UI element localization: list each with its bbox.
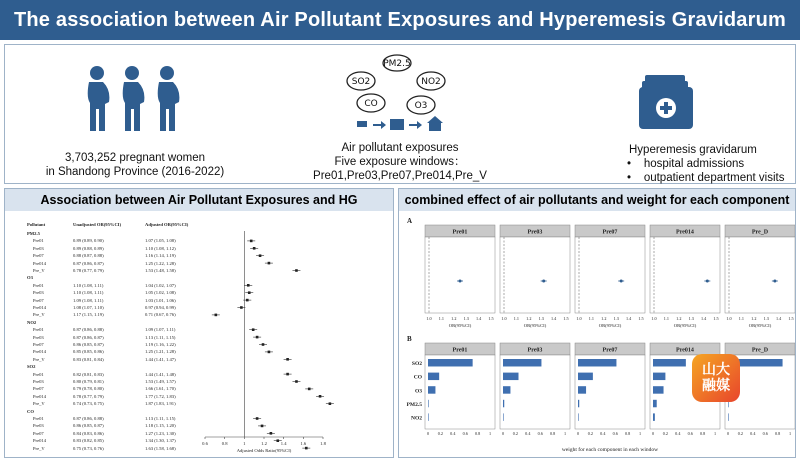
or-point bbox=[253, 247, 256, 250]
x-tick-label: 0.2 bbox=[437, 431, 444, 436]
facet-title: Pre014 bbox=[676, 229, 694, 236]
exposure-text bbox=[275, 141, 525, 183]
x-axis-label: OR(95%CI) bbox=[748, 323, 772, 328]
or-point bbox=[295, 380, 298, 383]
row-window: Pre_V bbox=[33, 268, 45, 273]
row-adjusted: 1.10 (1.08, 1.12) bbox=[145, 245, 176, 251]
panel-a-label: A bbox=[407, 217, 413, 225]
col-header-adjusted: Adjusted OR(95%CI) bbox=[145, 222, 189, 227]
x-tick-label: 1.3 bbox=[538, 316, 544, 321]
x-tick-label: 1.2 bbox=[601, 316, 607, 321]
weight-bar bbox=[578, 373, 593, 380]
facet-title: Pre07 bbox=[602, 347, 618, 354]
y-tick-label: SO2 bbox=[411, 361, 422, 368]
row-adjusted: 1.25 (1.21, 1.28) bbox=[145, 349, 176, 355]
row-unadjusted: 0.83 (0.81, 0.84) bbox=[73, 356, 104, 362]
x-tick-label: 0.6 bbox=[202, 441, 208, 446]
or-point bbox=[329, 402, 332, 405]
x-tick-label: 1.1 bbox=[588, 316, 595, 321]
row-unadjusted: 1.10 (1.08, 1.11) bbox=[73, 282, 104, 288]
x-tick-label: 1.5 bbox=[638, 316, 644, 321]
x-tick-label: 0.2 bbox=[512, 431, 519, 436]
y-tick-label: O3 bbox=[414, 388, 422, 395]
col-header-unadjusted: Unadjusted OR(95%CI) bbox=[73, 222, 122, 227]
weight-bar bbox=[578, 400, 579, 407]
x-axis-label: OR(95%CI) bbox=[448, 323, 472, 328]
x-tick-label: 0.6 bbox=[612, 431, 618, 436]
or-point bbox=[286, 358, 289, 361]
row-unadjusted: 0.88 (0.87, 0.88) bbox=[73, 253, 104, 259]
row-adjusted: 1.44 (1.41, 1.48) bbox=[145, 371, 176, 377]
outcome-text bbox=[625, 143, 795, 185]
x-tick-label: 1.3 bbox=[463, 316, 469, 321]
x-tick-label: 1 bbox=[563, 431, 567, 436]
exposure-windows-list: Pre01,Pre03,Pre07,Pre014,Pre_V bbox=[313, 170, 487, 182]
exposure-column bbox=[275, 45, 525, 185]
facet-title: Pre01 bbox=[452, 229, 468, 236]
row-adjusted: 1.44 (1.41, 1.47) bbox=[145, 356, 176, 362]
x-tick-label: 1.0 bbox=[501, 316, 507, 321]
satellite-icon bbox=[357, 121, 367, 127]
pollutant-pm25: PM2.5 bbox=[383, 59, 411, 69]
x-tick-label: 0 bbox=[651, 431, 655, 436]
weight-bar bbox=[428, 386, 435, 393]
row-unadjusted: 0.87 (0.86, 0.88) bbox=[73, 416, 104, 421]
facet-panel bbox=[650, 237, 720, 313]
row-adjusted: 1.53 (1.48, 1.58) bbox=[145, 268, 176, 273]
row-window: Pre01 bbox=[33, 238, 44, 244]
group-label: CO bbox=[27, 408, 34, 414]
row-window: Pre014 bbox=[33, 260, 47, 266]
row-window: Pre01 bbox=[33, 371, 44, 377]
x-tick-label: 0.4 bbox=[675, 431, 681, 436]
row-adjusted: 0.71 (0.67, 0.76) bbox=[145, 312, 176, 318]
x-tick-label: 0.4 bbox=[450, 431, 456, 436]
row-unadjusted: 0.85 (0.85, 0.86) bbox=[73, 349, 104, 355]
row-unadjusted: 0.82 (0.81, 0.83) bbox=[73, 371, 104, 377]
row-adjusted: 1.63 (1.58, 1.68) bbox=[145, 445, 176, 451]
or-point bbox=[308, 388, 311, 391]
weight-bar bbox=[428, 373, 439, 380]
x-tick-label: 0.6 bbox=[762, 431, 768, 436]
or-point bbox=[247, 284, 250, 287]
pollutant-co: CO bbox=[364, 99, 378, 109]
row-window: Pre014 bbox=[33, 393, 47, 399]
x-tick-label: 1.3 bbox=[613, 316, 619, 321]
row-unadjusted: 1.08 (1.07, 1.10) bbox=[73, 305, 104, 310]
row-window: Pre03 bbox=[33, 245, 44, 251]
pollutant-clouds-icon bbox=[335, 51, 465, 133]
or-point bbox=[259, 254, 262, 257]
facet-panel bbox=[725, 237, 795, 313]
facet-panel bbox=[425, 237, 495, 313]
weight-bar bbox=[578, 359, 616, 366]
x-tick-label: 1.3 bbox=[688, 316, 694, 321]
panel-b-label: B bbox=[407, 335, 412, 343]
weight-bar bbox=[503, 386, 510, 393]
weight-bar bbox=[503, 373, 519, 380]
row-window: Pre01 bbox=[33, 416, 44, 421]
x-tick-label: 1.0 bbox=[726, 316, 732, 321]
x-tick-label: 1.2 bbox=[751, 316, 757, 321]
weight-bar bbox=[428, 413, 429, 420]
row-adjusted: 1.27 (1.23, 1.30) bbox=[145, 430, 176, 436]
x-tick-label: 1.8 bbox=[320, 441, 326, 446]
row-window: Pre01 bbox=[33, 282, 44, 288]
x-tick-label: 0.8 bbox=[774, 431, 781, 436]
combined-effect-panel bbox=[398, 188, 796, 458]
weight-bar bbox=[653, 400, 657, 407]
study-overview-panel bbox=[4, 44, 796, 184]
row-window: Pre_V bbox=[33, 401, 45, 407]
x-tick-label: 1 bbox=[243, 441, 246, 446]
weight-bar bbox=[653, 359, 686, 366]
pregnant-women-icon bbox=[77, 63, 187, 133]
col-header-pollutant: Pollutant bbox=[27, 222, 46, 227]
facet-panel bbox=[500, 237, 570, 313]
x-tick-label: 0.8 bbox=[474, 431, 481, 436]
weight-bar bbox=[503, 413, 504, 420]
or-point bbox=[248, 291, 251, 294]
population-text bbox=[5, 151, 265, 179]
row-adjusted: 1.18 (1.15, 1.20) bbox=[145, 423, 176, 429]
or-point bbox=[270, 432, 273, 435]
x-tick-label: 1.2 bbox=[261, 441, 267, 446]
forest-table bbox=[5, 211, 393, 457]
x-tick-label: 1.5 bbox=[788, 316, 794, 321]
or-point bbox=[268, 262, 271, 265]
row-adjusted: 1.25 (1.22, 1.28) bbox=[145, 260, 176, 266]
facet-title: Pre07 bbox=[602, 229, 618, 236]
x-tick-label: 1 bbox=[713, 431, 717, 436]
x-tick-label: 0.4 bbox=[525, 431, 531, 436]
or-point bbox=[261, 425, 264, 428]
x-axis-label: OR(95%CI) bbox=[523, 323, 547, 328]
row-unadjusted: 0.87 (0.86, 0.88) bbox=[73, 327, 104, 333]
population-region: in Shandong Province (2016-2022) bbox=[45, 166, 225, 178]
or-point bbox=[262, 343, 265, 346]
row-unadjusted: 0.89 (0.88, 0.89) bbox=[73, 245, 104, 251]
pollutant-so2: SO2 bbox=[351, 77, 371, 87]
or-point bbox=[773, 280, 776, 283]
x-tick-label: 0.8 bbox=[699, 431, 706, 436]
x-tick-label: 1 bbox=[638, 431, 642, 436]
row-unadjusted: 0.83 (0.82, 0.85) bbox=[73, 438, 104, 444]
row-window: Pre01 bbox=[33, 327, 44, 333]
or-point bbox=[252, 328, 255, 331]
facet-title: Pre03 bbox=[527, 347, 543, 354]
x-tick-label: 1 bbox=[788, 431, 792, 436]
or-point bbox=[620, 280, 623, 283]
watermark-line: 融媒 bbox=[702, 378, 730, 394]
or-point bbox=[286, 373, 289, 376]
row-window: Pre014 bbox=[33, 349, 47, 355]
row-adjusted: 1.53 (1.49, 1.57) bbox=[145, 379, 176, 384]
facet-title: Pre03 bbox=[527, 229, 543, 236]
watermark-logo bbox=[692, 354, 740, 402]
x-tick-label: 1.4 bbox=[625, 316, 632, 321]
x-tick-label: 1.0 bbox=[576, 316, 582, 321]
facet-title: Pre_D bbox=[751, 347, 769, 354]
or-point bbox=[276, 439, 279, 442]
row-window: Pre_V bbox=[33, 445, 45, 451]
row-adjusted: 1.05 (1.02, 1.08) bbox=[145, 290, 176, 296]
x-tick-label: 1 bbox=[488, 431, 492, 436]
row-unadjusted: 0.87 (0.86, 0.87) bbox=[73, 260, 104, 266]
map-icon bbox=[390, 119, 404, 130]
row-unadjusted: 0.78 (0.77, 0.79) bbox=[73, 268, 104, 273]
x-tick-label: 1.4 bbox=[280, 441, 287, 446]
page-title: The association between Air Pollutant Exposures and Hyperemesis Gravidarum bbox=[0, 0, 800, 40]
or-point bbox=[250, 240, 253, 243]
row-adjusted: 1.13 (1.11, 1.15) bbox=[145, 334, 176, 340]
x-axis-label: Adjusted Odds Ratio(95%CI) bbox=[236, 448, 292, 453]
arrow-icon bbox=[373, 121, 386, 129]
x-tick-label: 1.0 bbox=[426, 316, 432, 321]
row-window: Pre_V bbox=[33, 356, 45, 362]
row-adjusted: 0.97 (0.94, 0.99) bbox=[145, 305, 176, 310]
x-tick-label: 0 bbox=[426, 431, 430, 436]
row-unadjusted: 0.87 (0.86, 0.87) bbox=[73, 334, 104, 340]
row-adjusted: 1.77 (1.72, 1.83) bbox=[145, 393, 176, 399]
x-tick-label: 1.2 bbox=[526, 316, 532, 321]
x-tick-label: 1.1 bbox=[438, 316, 445, 321]
medical-folder-icon bbox=[639, 71, 699, 133]
row-adjusted: 1.03 (1.01, 1.06) bbox=[145, 297, 176, 303]
x-tick-label: 1.4 bbox=[475, 316, 482, 321]
weight-bar bbox=[653, 386, 664, 393]
association-panel-title: Association between Air Pollutant Exposures and HG bbox=[5, 189, 393, 211]
group-label: NO2 bbox=[27, 319, 37, 325]
or-point bbox=[268, 351, 271, 354]
watermark-line: 山大 bbox=[702, 362, 730, 378]
x-tick-label: 1.6 bbox=[300, 441, 307, 446]
row-window: Pre03 bbox=[33, 334, 44, 340]
row-window: Pre07 bbox=[33, 342, 44, 347]
row-adjusted: 1.87 (1.83, 1.91) bbox=[145, 401, 176, 407]
row-unadjusted: 0.80 (0.79, 0.81) bbox=[73, 379, 104, 384]
row-unadjusted: 0.84 (0.83, 0.86) bbox=[73, 430, 104, 436]
outcome-title: Hyperemesis gravidarum bbox=[629, 144, 757, 156]
pollutant-no2: NO2 bbox=[421, 77, 441, 87]
x-tick-label: 0 bbox=[726, 431, 730, 436]
row-window: Pre07 bbox=[33, 386, 44, 392]
row-window: Pre07 bbox=[33, 297, 44, 303]
or-point bbox=[319, 395, 322, 398]
x-tick-label: 0.8 bbox=[549, 431, 556, 436]
weight-bar bbox=[428, 400, 429, 407]
group-label: SO2 bbox=[27, 364, 36, 370]
x-tick-label: 1.2 bbox=[676, 316, 682, 321]
weight-bar bbox=[728, 413, 729, 420]
association-panel bbox=[4, 188, 394, 458]
x-tick-label: 0.6 bbox=[687, 431, 693, 436]
x-tick-label: 1.1 bbox=[738, 316, 745, 321]
x-tick-label: 1.5 bbox=[563, 316, 569, 321]
or-point bbox=[256, 336, 259, 339]
x-tick-label: 0 bbox=[501, 431, 505, 436]
population-column bbox=[5, 45, 265, 185]
row-adjusted: 1.66 (1.61, 1.70) bbox=[145, 386, 176, 392]
x-axis-label: OR(95%CI) bbox=[598, 323, 622, 328]
x-tick-label: 0.2 bbox=[662, 431, 669, 436]
x-tick-label: 0 bbox=[576, 431, 580, 436]
or-point bbox=[246, 299, 249, 302]
facet-title: Pre014 bbox=[676, 347, 694, 354]
weight-bar bbox=[653, 413, 655, 420]
weight-bar bbox=[578, 386, 586, 393]
or-point bbox=[240, 306, 243, 309]
x-tick-label: 0.6 bbox=[462, 431, 468, 436]
x-tick-label: 1.0 bbox=[651, 316, 657, 321]
weight-bar bbox=[653, 373, 665, 380]
outcome-item: • outpatient department visits bbox=[627, 172, 785, 184]
x-tick-label: 1.1 bbox=[663, 316, 670, 321]
or-point bbox=[295, 269, 298, 272]
row-unadjusted: 1.10 (1.08, 1.11) bbox=[73, 290, 104, 296]
x-tick-label: 0.8 bbox=[221, 441, 228, 446]
or-point bbox=[706, 280, 709, 283]
x-axis-label: OR(95%CI) bbox=[673, 323, 697, 328]
row-window: Pre03 bbox=[33, 379, 44, 384]
row-unadjusted: 0.78 (0.77, 0.79) bbox=[73, 393, 104, 399]
x-tick-label: 1.4 bbox=[550, 316, 557, 321]
x-tick-label: 1.4 bbox=[775, 316, 782, 321]
row-unadjusted: 0.79 (0.78, 0.80) bbox=[73, 386, 104, 392]
row-window: Pre014 bbox=[33, 438, 47, 444]
y-tick-label: NO2 bbox=[411, 415, 422, 422]
row-adjusted: 1.09 (1.07, 1.11) bbox=[145, 327, 176, 333]
x-tick-label: 1.1 bbox=[513, 316, 520, 321]
row-adjusted: 1.07 (1.05, 1.08) bbox=[145, 238, 176, 244]
y-tick-label: CO bbox=[413, 374, 422, 381]
weight-bar bbox=[428, 359, 473, 366]
facet-title: Pre01 bbox=[452, 347, 468, 354]
x-tick-label: 0.6 bbox=[537, 431, 543, 436]
exposure-title: Air pollutant exposures bbox=[341, 142, 459, 154]
row-adjusted: 1.19 (1.16, 1.22) bbox=[145, 342, 176, 347]
row-window: Pre07 bbox=[33, 253, 44, 259]
arrow-icon bbox=[409, 121, 422, 129]
x-tick-label: 0.4 bbox=[750, 431, 756, 436]
x-tick-label: 0.8 bbox=[624, 431, 631, 436]
x-tick-label: 1.4 bbox=[700, 316, 707, 321]
row-adjusted: 1.04 (1.02, 1.07) bbox=[145, 282, 176, 288]
or-point bbox=[542, 280, 545, 283]
row-window: Pre07 bbox=[33, 430, 44, 436]
row-unadjusted: 1.17 (1.15, 1.19) bbox=[73, 312, 104, 318]
population-count: 3,703,252 pregnant women bbox=[64, 152, 206, 164]
row-window: Pre_V bbox=[33, 312, 45, 318]
x-tick-label: 0.2 bbox=[587, 431, 594, 436]
group-label: PM2.5 bbox=[27, 231, 40, 236]
row-unadjusted: 0.75 (0.73, 0.76) bbox=[73, 445, 104, 451]
combined-effect-panel-title: combined effect of air pollutants and weight for each component bbox=[399, 189, 795, 211]
weight-bar bbox=[503, 400, 504, 407]
weight-bar bbox=[503, 359, 541, 366]
row-window: Pre014 bbox=[33, 305, 47, 310]
row-unadjusted: 0.86 (0.85, 0.87) bbox=[73, 423, 104, 429]
forest-plot bbox=[5, 211, 393, 457]
or-point bbox=[256, 417, 259, 420]
facet-panel bbox=[575, 237, 645, 313]
row-window: Pre03 bbox=[33, 423, 44, 429]
weight-bar bbox=[578, 413, 579, 420]
outcome-column bbox=[535, 45, 797, 185]
row-unadjusted: 0.89 (0.89, 0.90) bbox=[73, 238, 104, 244]
row-adjusted: 1.13 (1.11, 1.15) bbox=[145, 416, 176, 421]
x-tick-label: 1.5 bbox=[488, 316, 494, 321]
x-tick-label: 0.2 bbox=[737, 431, 744, 436]
or-point bbox=[459, 280, 462, 283]
group-label: O3 bbox=[27, 275, 33, 281]
row-unadjusted: 0.86 (0.85, 0.87) bbox=[73, 342, 104, 347]
combined-effect-charts bbox=[399, 211, 795, 457]
row-adjusted: 1.16 (1.14, 1.19) bbox=[145, 253, 176, 259]
x-tick-label: 1.5 bbox=[713, 316, 719, 321]
outcome-item: • hospital admissions bbox=[627, 158, 745, 170]
x-tick-label: 0.4 bbox=[600, 431, 606, 436]
pollutant-o3: O3 bbox=[414, 101, 428, 111]
row-window: Pre03 bbox=[33, 290, 44, 296]
house-icon bbox=[427, 116, 443, 131]
exposure-windows-title: Five exposure windows： bbox=[334, 156, 466, 168]
x-tick-label: 1.2 bbox=[451, 316, 457, 321]
row-unadjusted: 1.09 (1.08, 1.11) bbox=[73, 297, 104, 303]
facet-title: Pre_D bbox=[751, 229, 769, 236]
row-unadjusted: 0.74 (0.73, 0.75) bbox=[73, 401, 104, 407]
or-point bbox=[215, 314, 218, 317]
or-point bbox=[305, 447, 308, 450]
row-adjusted: 1.34 (1.30, 1.37) bbox=[145, 438, 176, 444]
x-axis-label: weight for each component in each window bbox=[561, 447, 659, 453]
y-tick-label: PM2.5 bbox=[406, 401, 422, 408]
x-tick-label: 1.3 bbox=[763, 316, 769, 321]
